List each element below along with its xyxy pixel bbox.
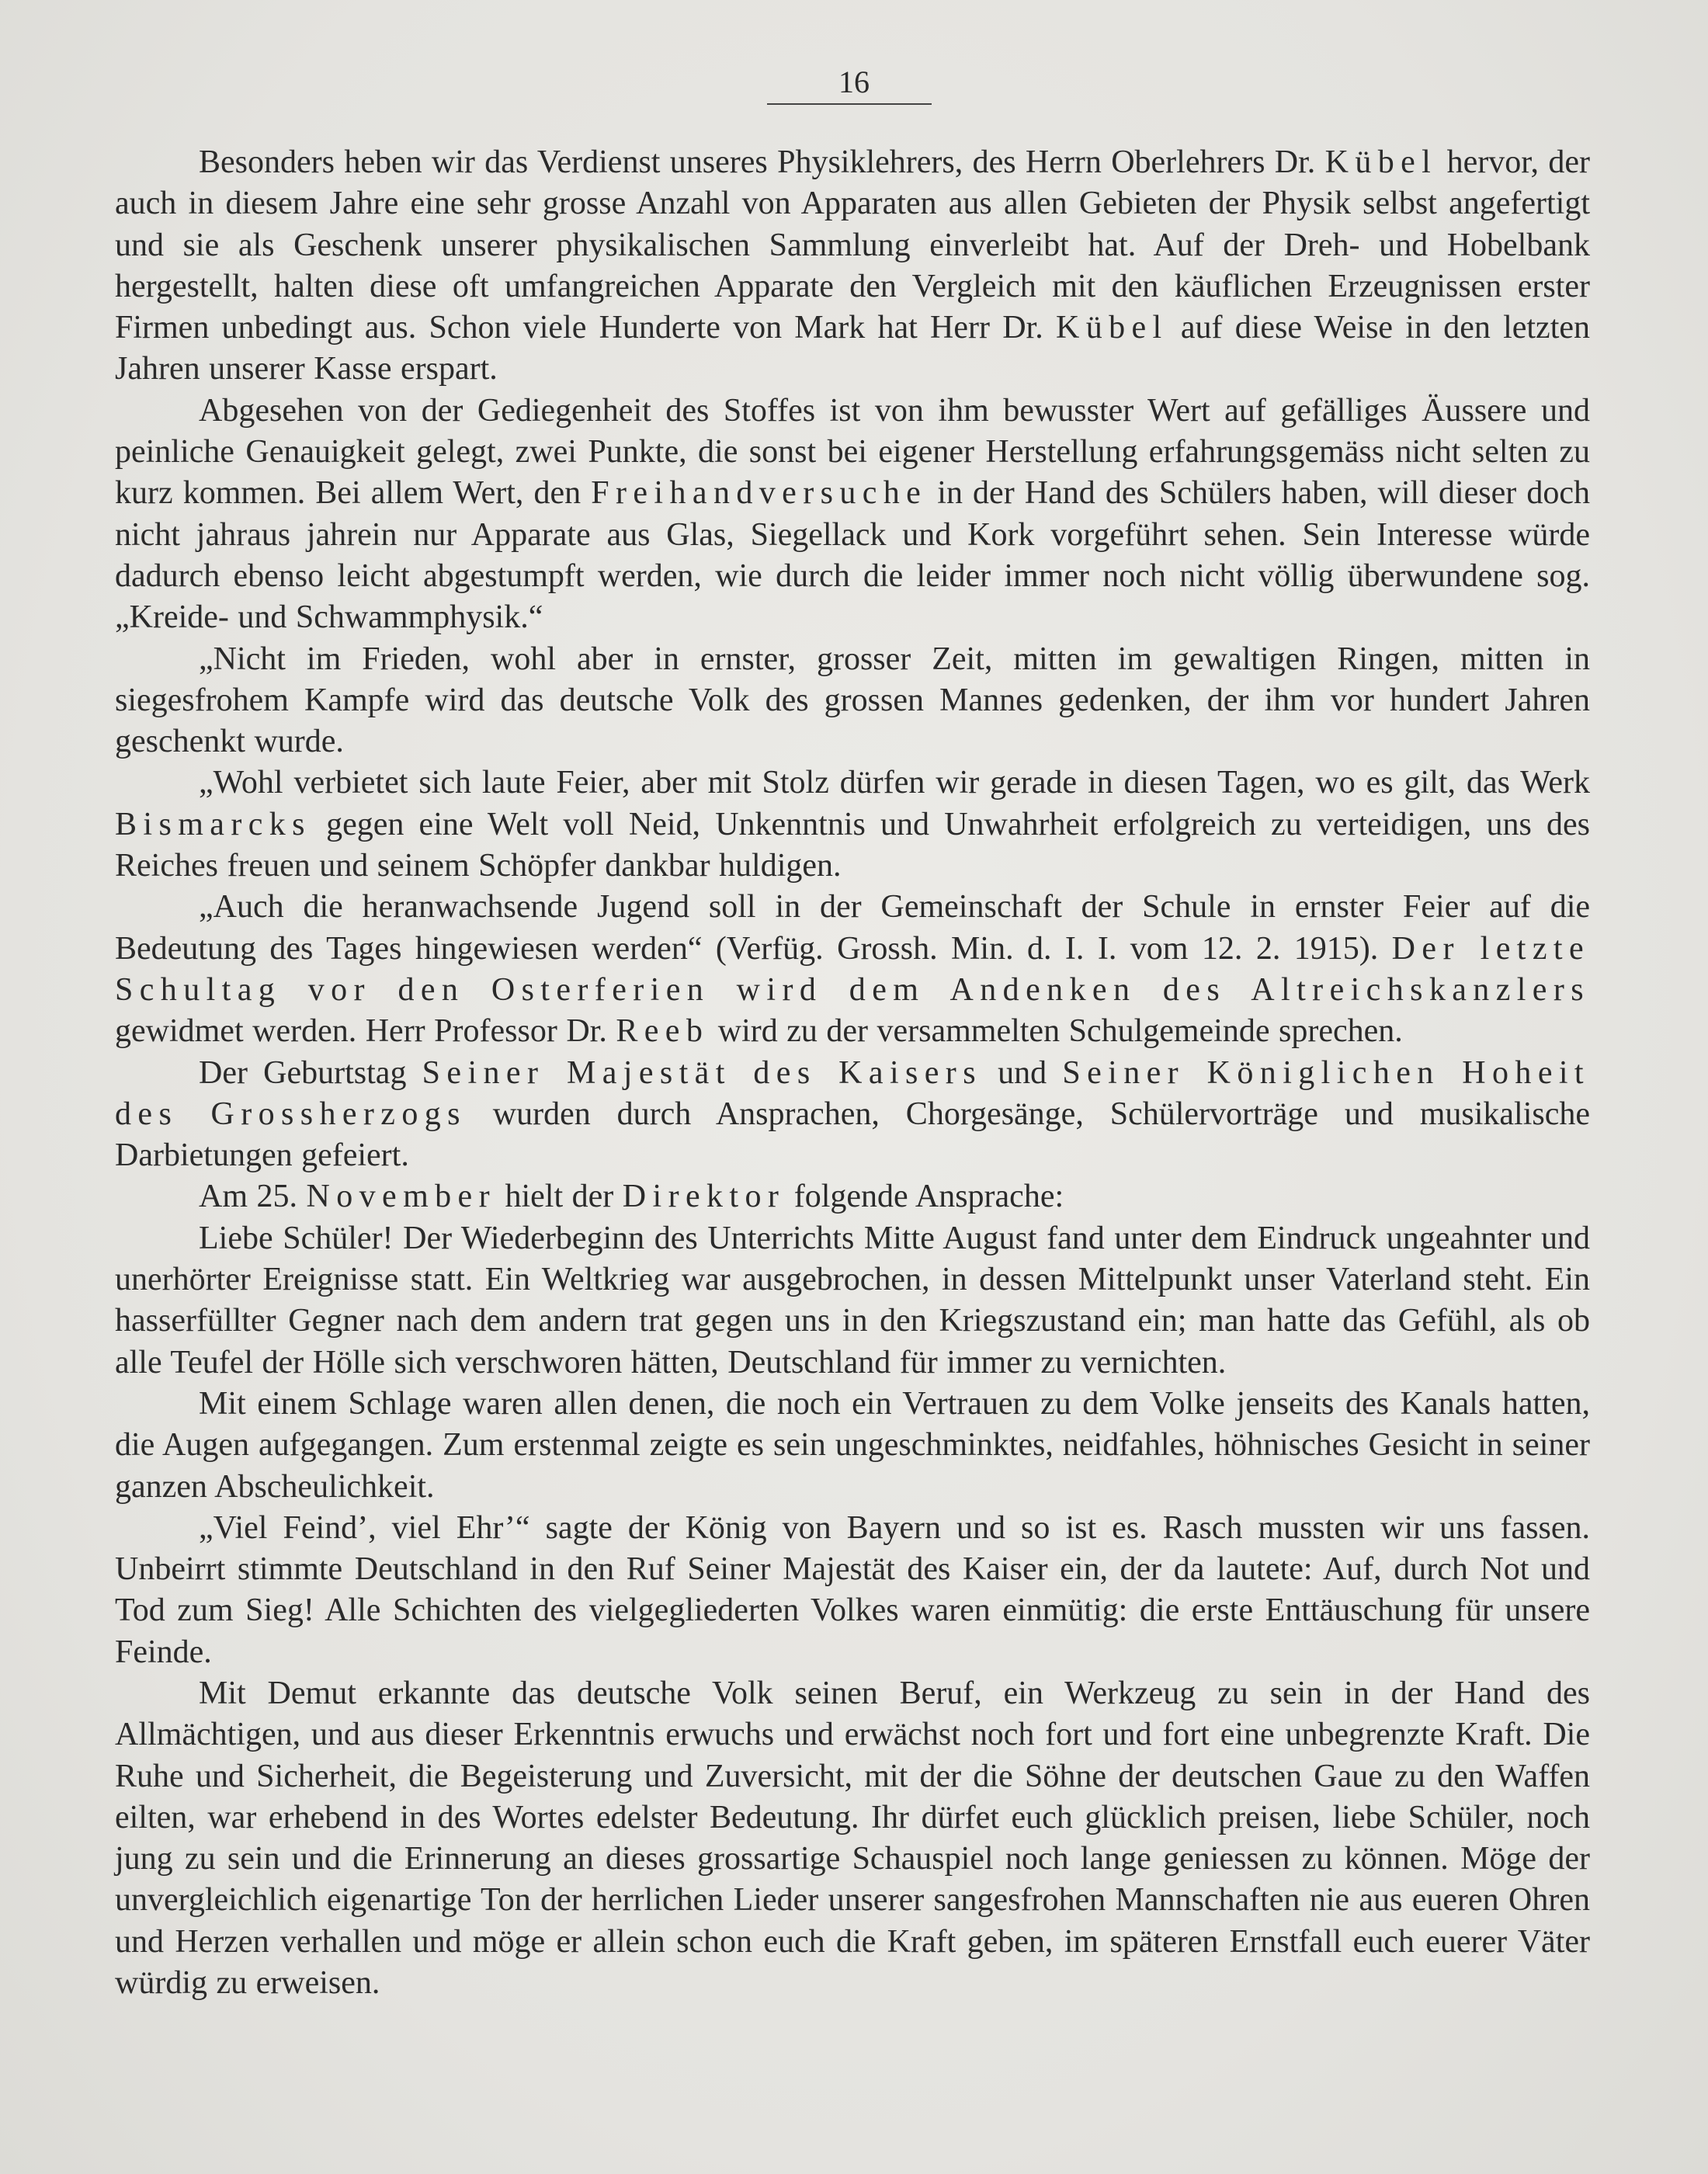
spaced-emphasis-text: Seiner Majestät des Kaisers bbox=[422, 1054, 982, 1091]
spaced-emphasis-text: Kübel bbox=[1055, 310, 1168, 346]
text-run: hielt der bbox=[495, 1179, 623, 1215]
text-run: „Viel Feind’, viel Ehr’“ sagte der König von Bayern und so ist es. Rasch mussten wir uns fassen. Unbeirrt stimmte Deutschland in den Ruf Seiner Majestät des Kaiser ein, der da lautete: Auf, durch Not und Tod zum Sieg! Alle Schichten des vielgegliederten Volkes waren einmütig: die erste Enttäuschung für unsere Feinde. bbox=[115, 1509, 1590, 1670]
paragraph bbox=[115, 1218, 1590, 1384]
text-run: auf diese Weise in den letzten Jahren unserer Kasse erspart. bbox=[115, 310, 1590, 387]
text-run: in der Hand des Schülers haben, will dieser doch nicht jahraus jahrein nur Apparate aus Glas, Siegellack und Kork vorgeführt sehen. Sein Interesse würde dadurch ebenso leicht abgestumpft werden, wie durch die leider immer noch nicht völlig überwundene sog. „Kreide- und Schwammphysik.“ bbox=[115, 475, 1590, 636]
text-run: „Nicht im Frieden, wohl aber in ernster, grosser Zeit, mitten im gewaltigen Ringen, mitten in siegesfrohem Kampfe wird das deutsche Volk des grossen Mannes gedenken, der ihm vor hundert Jahren geschenkt wurde. bbox=[115, 641, 1590, 760]
text-run: Mit Demut erkannte das deutsche Volk seinen Beruf, ein Werkzeug zu sein in der Hand des Allmächtigen, und aus dieser Erkenntnis erwuchs und erwächst noch fort und fort eine unbegrenzte Kraft. Die Ruhe und Sicherheit, die Begeisterung und Zuversicht, mit der die Söhne der deutschen Gaue zu den Waffen eilten, war erhebend in des Wortes edelster Bedeutung. Ihr dürfet euch glücklich preisen, liebe Schüler, noch jung zu sein und die Erinnerung an dieses grossartige Schauspiel noch lange geniessen zu können. Möge der unvergleichlich eigenartige Ton der herrlichen Lieder unserer sangesfrohen Mannschaften nie aus eueren Ohren und Herzen verhallen und möge er allein schon euch die Kraft geben, im späteren Ernstfall euch euerer Väter würdig zu erweisen. bbox=[115, 1675, 1590, 2002]
text-run: folgende Ansprache: bbox=[785, 1179, 1064, 1215]
paragraph bbox=[115, 142, 1590, 391]
paragraph bbox=[115, 887, 1590, 1052]
text-run: Liebe Schüler! Der Wiederbeginn des Unterrichts Mitte August fand unter dem Eindruck ungeahnter und unerhörter Ereignisse statt. Ein Weltkrieg war ausgebrochen, in dessen Mittelpunkt unser Vaterland steht. Ein hasserfüllter Gegner nach dem andern trat gegen uns in den Kriegszustand ein; man hatte das Gefühl, als ob alle Teufel der Hölle sich verschworen hätten, Deutschland für immer zu vernichten. bbox=[115, 1220, 1590, 1380]
text-run: Abgesehen von der Gediegenheit des Stoffes ist von ihm bewusster Wert auf gefälliges Äussere und peinliche Genauigkeit gelegt, zwei Punkte, die sonst bei eigener Herstellung erfahrungsgemäss nicht selten zu kurz kommen. Bei allem Wert, den bbox=[115, 392, 1590, 512]
spaced-emphasis-text: Direktor bbox=[622, 1179, 786, 1215]
paragraph bbox=[115, 1673, 1590, 2004]
spaced-emphasis-text: Der letzte Schultag vor den Osterferien wird dem Andenken des Altreichskanzlers bbox=[115, 930, 1590, 1008]
text-run: gegen eine Welt voll Neid, Unkenntnis und Unwahrheit erfolgreich zu verteidigen, uns des Reiches freuen und seinem Schöpfer dankbar huldigen. bbox=[115, 806, 1590, 884]
spaced-emphasis-text: November bbox=[306, 1179, 496, 1215]
text-run: wurden durch Ansprachen, Chorgesänge, Schülervorträge und musikalische Darbietungen gefeiert. bbox=[115, 1096, 1590, 1174]
spaced-emphasis-text: Reeb bbox=[616, 1013, 710, 1050]
text-run: Am 25. bbox=[199, 1179, 307, 1215]
paragraph bbox=[115, 1176, 1590, 1217]
text-run: hervor, der auch in diesem Jahre eine sehr grosse Anzahl von Apparaten aus allen Gebieten der Physik selbst angefertigt und sie als Geschenk unserer physikalischen Sammlung einverleibt hat. Auf der Dreh- und Hobelbank hergestellt, halten diese oft umfangreichen Apparate den Vergleich mit den käuflichen Erzeugnissen erster Firmen unbedingt aus. Schon viele Hunderte von Mark hat Herr Dr. bbox=[115, 144, 1591, 346]
spaced-emphasis-text: Freihandversuche bbox=[591, 475, 928, 512]
paragraph bbox=[115, 1053, 1590, 1177]
text-run: und bbox=[981, 1054, 1063, 1091]
page-number-rule bbox=[767, 103, 932, 105]
text-run: „Auch die heranwachsende Jugend soll in der Gemeinschaft der Schule in ernster Feier auf die Bedeutung des Tages hingewiesen werden“ (Verfüg. Grossh. Min. d. I. I. vom 12. 2. 1915). bbox=[115, 889, 1590, 967]
paragraph bbox=[115, 639, 1590, 763]
page-number: 16 bbox=[838, 64, 870, 99]
spaced-emphasis-text: Kübel bbox=[1324, 144, 1438, 180]
text-run: Mit einem Schlage waren allen denen, die noch ein Vertrauen zu dem Volke jenseits des Kanals hatten, die Augen aufgegangen. Zum erstenmal zeigte es sein ungeschminktes, neidfahles, höhnisches Gesicht in seiner ganzen Abscheulichkeit. bbox=[115, 1385, 1590, 1505]
spaced-emphasis-text: Bismarcks bbox=[115, 806, 311, 842]
spaced-emphasis-text: Seiner Königlichen Hoheit des Grossherzogs bbox=[115, 1054, 1590, 1132]
paragraph bbox=[115, 1384, 1590, 1508]
paragraph bbox=[115, 1508, 1590, 1673]
paragraph bbox=[115, 762, 1590, 887]
text-run: Besonders heben wir das Verdienst unseres Physiklehrers, des Herrn Oberlehrers Dr. bbox=[199, 144, 1325, 180]
text-run: Der Geburtstag bbox=[199, 1054, 422, 1091]
paragraph bbox=[115, 391, 1590, 639]
text-run: „Wohl verbietet sich laute Feier, aber mit Stolz dürfen wir gerade in diesen Tagen, wo es gilt, das Werk bbox=[199, 765, 1590, 801]
text-run: wird zu der versammelten Schulgemeinde sprechen. bbox=[709, 1013, 1403, 1050]
body-text bbox=[115, 142, 1590, 2004]
text-run: gewidmet werden. Herr Professor Dr. bbox=[115, 1013, 616, 1050]
